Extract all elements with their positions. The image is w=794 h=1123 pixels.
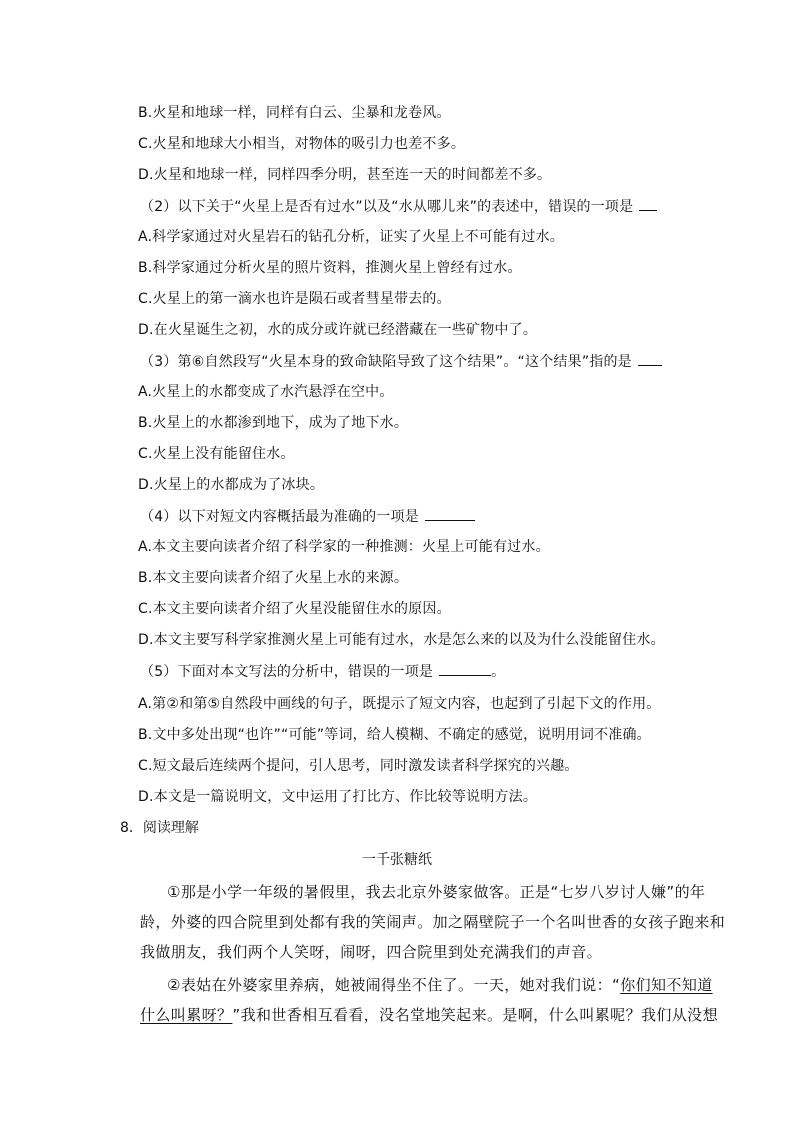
paragraph-2-text-a: ②表姑在外婆家里养病，她被闹得坐不住了。一天，她对我们说：“ bbox=[167, 976, 621, 994]
q2-option-d: D.在火星诞生之初，水的成分或许就已经潜藏在一些矿物中了。 bbox=[138, 322, 538, 338]
q1-option-c: C.火星和地球大小相当，对物体的吸引力也差不多。 bbox=[138, 136, 466, 152]
q4-option-c: C.本文主要向读者介绍了火星没能留住水的原因。 bbox=[138, 601, 451, 617]
q3-stem-text: （3）第⑥自然段写“火星本身的致命缺陷导致了这个结果”。“这个结果”指的是 bbox=[140, 354, 632, 370]
q3-answer-blank[interactable] bbox=[638, 351, 662, 366]
q5-option-b: B.文中多处出现“也许”“可能”等词，给人模糊、不确定的感觉，说明用词不准确。 bbox=[138, 727, 651, 743]
paragraph-1-line-2: 龄，外婆的四合院里到处都有我的笑闹声。加之隔壁院子一个名叫世香的女孩子跑来和 bbox=[140, 913, 726, 931]
q3-option-b: B.火星上的水都渗到地下，成为了地下水。 bbox=[138, 415, 409, 431]
underlined-sentence-part-1: 你们知不知道 bbox=[620, 976, 713, 994]
paragraph-1-line-3: 我做朋友，我们两个人笑呀，闹呀，四合院里到处充满我们的声音。 bbox=[140, 943, 603, 961]
q1-option-d: D.火星和地球一样，同样四季分明，甚至连一天的时间都差不多。 bbox=[138, 167, 552, 183]
q4-option-d: D.本文主要写科学家推测火星上可能有过水，水是怎么来的以及为什么没能留住水。 bbox=[138, 632, 665, 648]
q4-stem-text: （4）以下对短文内容概括最为准确的一项是 bbox=[140, 509, 419, 525]
q1-option-b: B.火星和地球一样，同样有白云、尘暴和龙卷风。 bbox=[138, 105, 451, 121]
q4-stem bbox=[140, 506, 475, 527]
q2-option-b: B.科学家通过分析火星的照片资料，推测火星上曾经有过水。 bbox=[138, 260, 522, 276]
q5-stem-end: 。 bbox=[491, 664, 506, 680]
q3-option-d: D.火星上的水都成为了冰块。 bbox=[138, 477, 325, 493]
paragraph-2-text-b: ”我和世香相互看看，没名堂地笑起来。是啊，什么叫累呢？我们从没想 bbox=[232, 1006, 718, 1024]
q5-answer-blank[interactable] bbox=[439, 661, 491, 676]
q2-stem bbox=[140, 196, 657, 217]
q2-answer-blank[interactable] bbox=[639, 196, 657, 211]
q5-option-a: A.第②和第⑤自然段中画线的句子，既提示了短文内容，也起到了引起下文的作用。 bbox=[138, 696, 661, 712]
q2-option-c: C.火星上的第一滴水也许是陨石或者彗星带去的。 bbox=[138, 291, 451, 307]
paragraph-2-line-1 bbox=[167, 975, 713, 995]
reading-title: 一千张糖纸 bbox=[362, 852, 432, 868]
paragraph-1-line-1: ①那是小学一年级的暑假里，我去北京外婆家做客。正是“七岁八岁讨人嫌”的年 bbox=[167, 883, 706, 901]
q4-answer-blank[interactable] bbox=[425, 506, 475, 521]
paragraph-2-line-2 bbox=[140, 1005, 718, 1025]
underlined-sentence-part-2: 什么叫累呀？ bbox=[140, 1006, 233, 1024]
q4-option-a: A.本文主要向读者介绍了科学家的一种推测：火星上可能有过水。 bbox=[138, 539, 550, 555]
q5-option-d: D.本文是一篇说明文，文中运用了打比方、作比较等说明方法。 bbox=[138, 789, 538, 805]
q2-option-a: A.科学家通过对火星岩石的钻孔分析，证实了火星上不可能有过水。 bbox=[138, 229, 564, 245]
q4-option-b: B.本文主要向读者介绍了火星上水的来源。 bbox=[138, 570, 409, 586]
q3-option-a: A.火星上的水都变成了水汽悬浮在空中。 bbox=[138, 384, 394, 400]
q5-stem-text: （5）下面对本文写法的分析中，错误的一项是 bbox=[140, 664, 434, 680]
q3-option-c: C.火星上没有能留住水。 bbox=[138, 446, 295, 462]
q8-number: 8．阅读理解 bbox=[120, 820, 199, 836]
q3-stem bbox=[140, 351, 662, 372]
q2-stem-text: （2）以下关于“火星上是否有过水”以及“水从哪儿来”的表述中，错误的一项是 bbox=[140, 199, 634, 215]
q5-option-c: C.短文最后连续两个提问，引人思考，同时激发读者科学探究的兴趣。 bbox=[138, 758, 579, 774]
q5-stem bbox=[140, 661, 505, 682]
